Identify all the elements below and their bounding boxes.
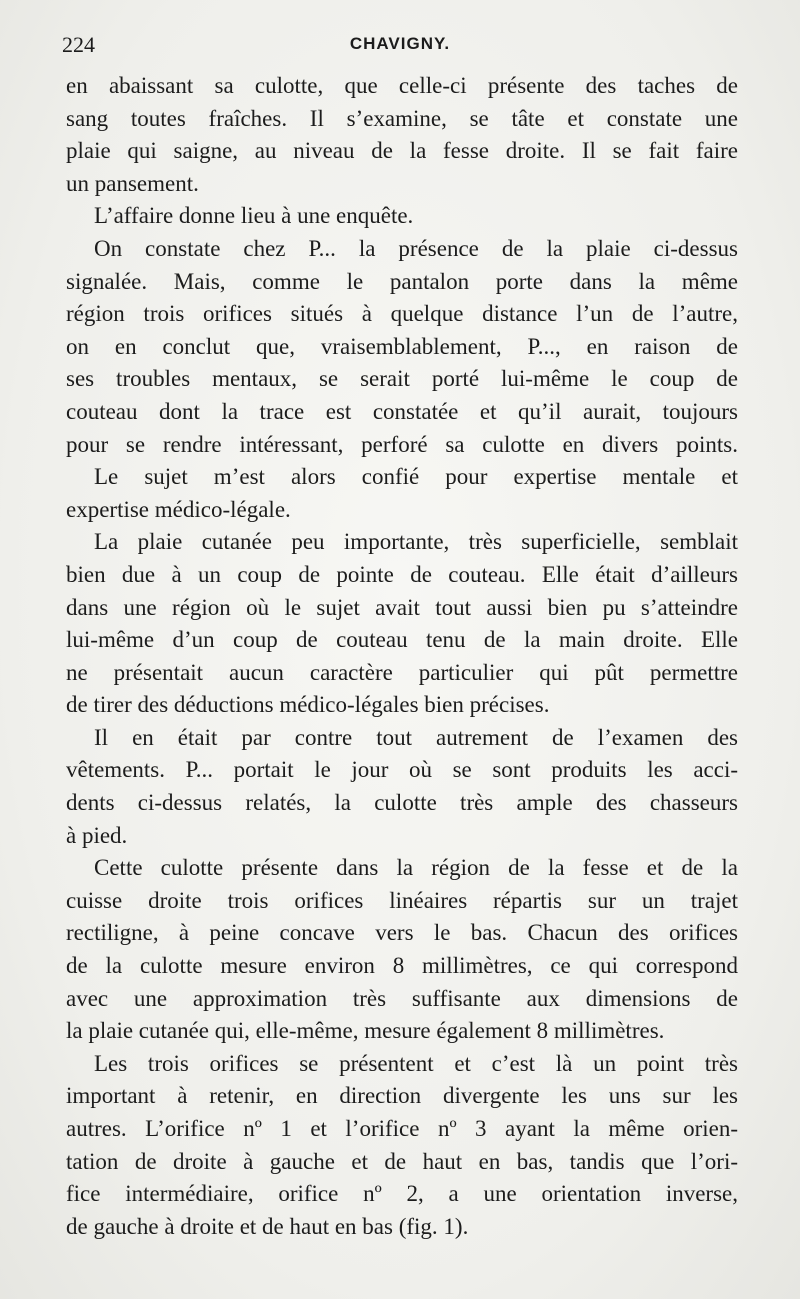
text-line: un pansement.: [66, 170, 199, 196]
text-line: signalée. Mais, comme le pantalon porte dans la même: [66, 268, 738, 294]
text-line: Les trois orifices se présentent et c’est là un point très: [94, 1050, 738, 1076]
text-line: à pied.: [66, 822, 128, 848]
page-number: 224: [62, 32, 95, 57]
text-line: pour se rendre intéressant, perforé sa culotte en divers points.: [66, 431, 738, 457]
text-line: Il en était par contre tout autrement de l’examen des: [94, 724, 738, 750]
text-line: la plaie cutanée qui, elle-même, mesure également 8 millimètres.: [66, 1018, 665, 1044]
text-line: lui-même d’un coup de couteau tenu de la main droite. Elle: [66, 627, 738, 653]
text-line: sang toutes fraîches. Il s’examine, se tâte et constate une: [66, 105, 738, 131]
text-line: couteau dont la trace est constatée et qu’il aurait, toujours: [66, 398, 738, 424]
text-line: avec une approximation très suffisante aux dimensions de: [66, 985, 738, 1011]
text-line: fice intermédiaire, orifice nº 2, a une orientation inverse,: [66, 1181, 738, 1207]
running-head: [62, 32, 738, 58]
text-line: Cette culotte présente dans la région de la fesse et de la: [94, 855, 738, 881]
text-line: tation de droite à gauche et de haut en bas, tandis que l’ori-: [66, 1148, 738, 1174]
text-line: bien due à un coup de pointe de couteau. Elle était d’ailleurs: [66, 561, 738, 587]
text-line: vêtements. P... portait le jour où se sont produits les acci-: [66, 757, 738, 783]
text-line: Le sujet m’est alors confié pour expertise mentale et: [94, 464, 738, 490]
text-line: on en conclut que, vraisemblablement, P..., en raison de: [66, 333, 738, 359]
text-line: en abaissant sa culotte, que celle-ci présente des taches de: [66, 73, 738, 98]
text-line: région trois orifices situés à quelque distance l’un de l’autre,: [66, 301, 738, 327]
running-title: CHAVIGNY.: [349, 34, 451, 53]
text-line: cuisse droite trois orifices linéaires répartis sur un trajet: [66, 887, 738, 913]
text-line: La plaie cutanée peu importante, très superficielle, semblait: [94, 529, 738, 555]
text-line: ses troubles mentaux, se serait porté lui-même le coup de: [66, 366, 738, 392]
text-line: autres. L’orifice nº 1 et l’orifice nº 3 ayant la même orien-: [66, 1116, 738, 1141]
text-line: de gauche à droite et de haut en bas (fig. 1).: [66, 1213, 469, 1239]
text-line: dents ci-dessus relatés, la culotte très ample des chasseurs: [66, 790, 738, 816]
text-line: de tirer des déductions médico-légales bien précises.: [66, 692, 550, 718]
body-text: [66, 70, 738, 1243]
text-line: plaie qui saigne, au niveau de la fesse droite. Il se fait faire: [66, 138, 738, 164]
text-line: dans une région où le sujet avait tout aussi bien pu s’atteindre: [66, 594, 738, 620]
text-line: de la culotte mesure environ 8 millimètres, ce qui correspond: [66, 953, 738, 979]
text-line: On constate chez P... la présence de la plaie ci-dessus: [94, 235, 738, 261]
text-line: important à retenir, en direction divergente les uns sur les: [66, 1083, 738, 1109]
text-line: ne présentait aucun caractère particulier qui pût permettre: [66, 659, 738, 685]
text-line: rectiligne, à peine concave vers le bas. Chacun des orifices: [66, 920, 738, 946]
text-line: L’affaire donne lieu à une enquête.: [94, 203, 414, 229]
text-line: expertise médico-légale.: [66, 496, 291, 522]
